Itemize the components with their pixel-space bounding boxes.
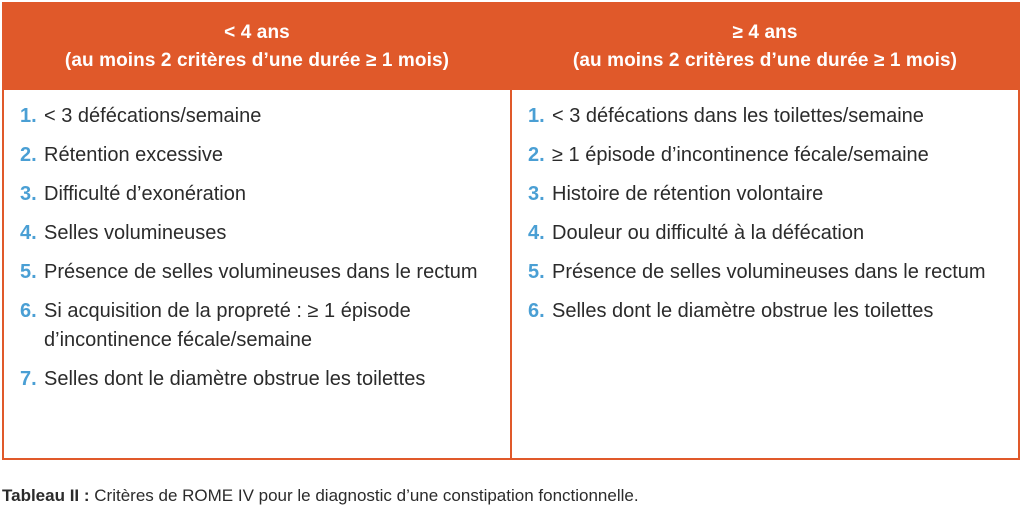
item-text: Rétention excessive [44,144,223,166]
column-body-4-and-over [512,90,1018,336]
caption-text: Critères de ROME IV pour le diagnostic d’une constipation fonctionnelle. [89,486,639,505]
criteria-list [20,102,496,394]
item-number: 5. [528,261,545,283]
item-number: 4. [20,222,37,244]
item-number: 3. [528,183,545,205]
list-item [20,365,496,394]
item-number: 6. [20,300,37,322]
list-item [20,102,496,131]
item-text: Selles dont le diamètre obstrue les toilettes [552,300,934,322]
list-item [528,258,1004,287]
item-number: 2. [20,144,37,166]
item-text: Présence de selles volumineuses dans le rectum [552,261,986,283]
item-text: Histoire de rétention volontaire [552,183,824,205]
item-text: ≥ 1 épisode d’incontinence fécale/semaine [552,144,929,166]
item-number: 4. [528,222,545,244]
item-number: 5. [20,261,37,283]
column-header-4-and-over [512,4,1018,90]
criteria-table [2,2,1020,460]
item-text: Selles volumineuses [44,222,227,244]
item-text: < 3 défécations/semaine [44,105,262,127]
item-number: 3. [20,183,37,205]
item-number: 1. [528,105,545,127]
list-item [20,180,496,209]
column-body-under-4 [4,90,510,404]
criteria-list [528,102,1004,326]
item-number: 2. [528,144,545,166]
caption-label: Tableau II : [2,486,90,505]
item-number: 6. [528,300,545,322]
list-item [528,297,1004,326]
column-under-4 [4,4,510,458]
header-age-label: ≥ 4 ans [732,22,798,43]
list-item [20,297,496,355]
column-4-and-over [510,4,1018,458]
list-item [528,102,1004,131]
item-text: Présence de selles volumineuses dans le rectum [44,261,478,283]
item-number: 7. [20,368,37,390]
list-item [528,141,1004,170]
item-text: Douleur ou difficulté à la défécation [552,222,865,244]
list-item [20,258,496,287]
list-item [528,219,1004,248]
list-item [528,180,1004,209]
list-item [20,141,496,170]
item-text: Difficulté d’exonération [44,183,246,205]
list-item [20,219,496,248]
header-condition-label: (au moins 2 critères d’une durée ≥ 1 mois) [64,50,450,71]
item-text: Selles dont le diamètre obstrue les toilettes [44,368,426,390]
item-text: < 3 défécations dans les toilettes/semaine [552,105,924,127]
item-number: 1. [20,105,37,127]
header-age-label: < 4 ans [224,22,290,43]
header-condition-label: (au moins 2 critères d’une durée ≥ 1 mois) [572,50,958,71]
table-caption [2,484,639,508]
column-header-under-4 [4,4,510,90]
item-text: Si acquisition de la propreté : ≥ 1 épisode d’incontinence fécale/semaine [44,300,411,351]
